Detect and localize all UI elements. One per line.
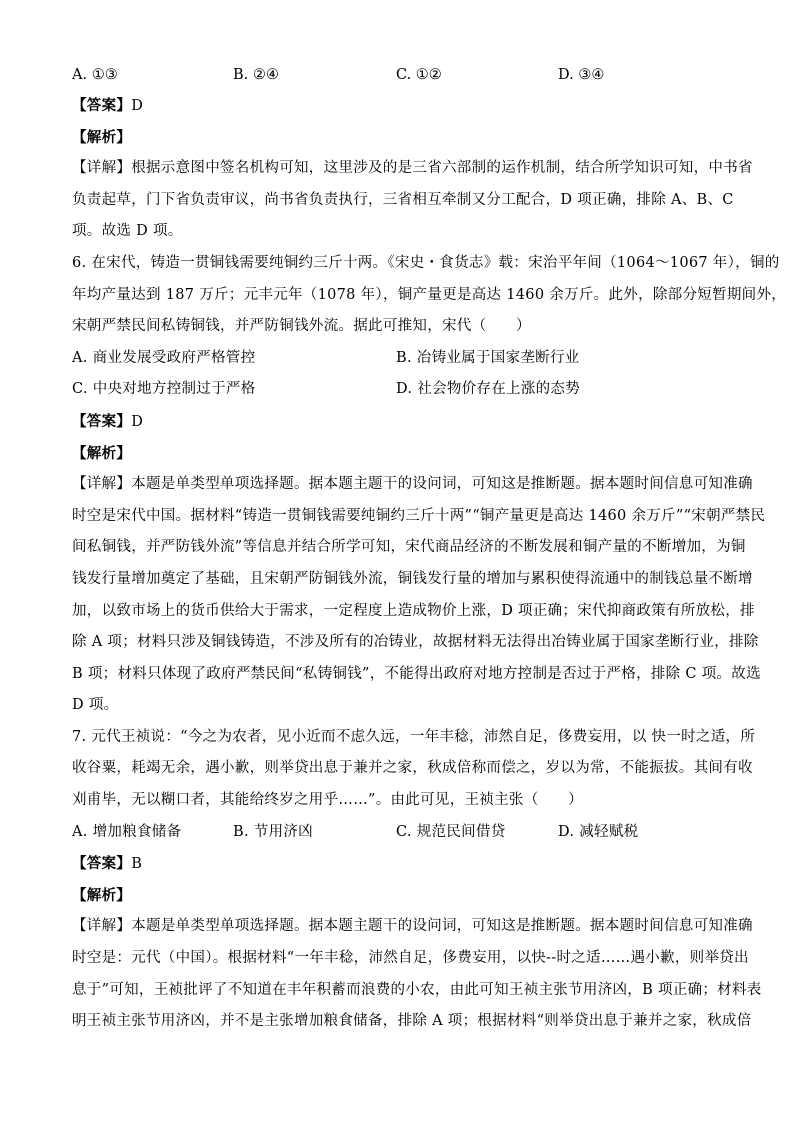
- detail-line: 【详解】本题是单类型单项选择题。据本题主题干的设问词，可知这是推断题。据本题时间信息可知准确: [72, 918, 753, 935]
- answer-value: B: [131, 856, 143, 873]
- q5-option-c: C. ①②: [396, 67, 442, 83]
- q7-options: [72, 817, 732, 849]
- q5-detail: [72, 153, 753, 248]
- q6-option-b: B. 冶铸业属于国家垄断行业: [396, 349, 580, 366]
- detail-line: 项。故选 D 项。: [72, 223, 183, 240]
- q5-answer: [72, 90, 732, 122]
- q6-options-row1: [72, 343, 732, 375]
- q7-stem: [72, 722, 756, 817]
- stem-line: 6. 在宋代，铸造一贯铜钱需要纯铜约三斤十两。《宋史・食货志》载：宋治平年间（1064～1067 年），铜的: [72, 254, 780, 271]
- answer-tag: 【答案】: [72, 97, 132, 114]
- stem-line: 宋朝严禁民间私铸铜钱，并严防铜钱外流。据此可推知，宋代（ ）: [72, 318, 531, 335]
- detail-line: D 项。: [72, 697, 119, 714]
- q6-detail: [72, 469, 766, 722]
- q7-answer: [72, 848, 732, 880]
- q6-answer: [72, 406, 732, 438]
- q6-analysis-tag: 【解析】: [72, 444, 132, 462]
- detail-line: B 项；材料只体现了政府严禁民间“私铸铜钱”，不能得出政府对地方控制是否过于严格，排除 C 项。故选: [72, 665, 761, 682]
- q7-detail: [72, 911, 762, 1037]
- q7-option-b: B. 节用济凶: [233, 823, 313, 840]
- detail-line: 除 A 项；材料只涉及铜钱铸造，不涉及所有的冶铸业，故据材料无法得出冶铸业属于国家垄断行业，排除: [72, 634, 759, 651]
- stem-line: 7. 元代王祯说：“今之为农者，见小近而不虑久远，一年丰稔，沛然自足，侈费妄用，以 快一时之适，所: [72, 728, 756, 745]
- stem-line: 年均产量达到 187 万斤；元丰元年（1078 年），铜产量更是高达 1460 余万斤。此外，除部分短暂期间外，: [72, 286, 787, 303]
- detail-line: 负责起草，门下省负责审议，尚书省负责执行，三省相互牵制又分工配合，D 项正确，排除 A、B、C: [72, 191, 734, 208]
- q5-option-a: A. ①③: [72, 67, 118, 83]
- q6-option-a: A. 商业发展受政府严格管控: [72, 349, 256, 366]
- detail-line: 明王祯主张节用济凶，并不是主张增加粮食储备，排除 A 项；根据材料“则举贷出息于兼并之家，秋成倍: [72, 1013, 752, 1030]
- q6-stem: [72, 248, 787, 343]
- detail-line: 息于”可知，王祯批评了不知道在丰年积蓄而浪费的小农，由此可知王祯主张节用济凶，B 项正确；材料表: [72, 981, 762, 998]
- q7-analysis-tag: 【解析】: [72, 886, 132, 904]
- q5-option-d: D. ③④: [558, 67, 605, 83]
- stem-line: 刈甫毕，无以糊口者，其能给终岁之用乎……”。由此可见，王祯主张（ ）: [72, 792, 583, 809]
- detail-line: 时空是宋代中国。据材料“铸造一贯铜钱需要纯铜约三斤十两”“铜产量更是高达 1460 余万斤”“宋朝严禁民: [72, 507, 766, 524]
- detail-line: 【详解】根据示意图中签名机构可知，这里涉及的是三省六部制的运作机制，结合所学知识可知，中书省: [72, 160, 753, 177]
- stem-line: 收谷粟，耗竭无余，遇小歉，则举贷出息于兼并之家，秋成倍称而偿之，岁以为常，不能振拔。其间有收: [72, 760, 753, 777]
- answer-tag: 【答案】: [72, 855, 132, 873]
- detail-line: 加，以致市场上的货币供给大于需求，一定程度上造成物价上涨，D 项正确；宋代抑商政策有所放松，排: [72, 602, 755, 619]
- answer-value: D: [131, 413, 144, 430]
- detail-line: 【详解】本题是单类型单项选择题。据本题主题干的设问词，可知这是推断题。据本题时间信息可知准确: [72, 476, 753, 493]
- q7-option-c: C. 规范民间借贷: [396, 823, 506, 840]
- q5-option-b: B. ②④: [233, 67, 279, 83]
- detail-line: 时空是：元代（中国）。根据材料“一年丰稔，沛然自足，侈费妄用，以快--时之适……遇小歉，则举贷出: [72, 950, 749, 967]
- q6-option-c: C. 中央对地方控制过于严格: [72, 381, 256, 398]
- q5-options: [72, 60, 732, 90]
- q6-options-row2: [72, 374, 732, 406]
- q6-option-d: D. 社会物价存在上涨的态势: [396, 381, 581, 398]
- detail-line: 钱发行量增加奠定了基础，且宋朝严防铜钱外流，铜钱发行量的增加与累积使得流通中的制钱总量不断增: [72, 570, 753, 587]
- answer-tag: 【答案】: [72, 412, 132, 430]
- q7-option-d: D. 减轻赋税: [558, 823, 639, 840]
- q5-analysis-tag: 【解析】: [72, 128, 132, 146]
- answer-value: D: [131, 98, 144, 114]
- document-page: [72, 60, 787, 1038]
- q7-option-a: A. 增加粮食储备: [72, 823, 182, 840]
- detail-line: 间私铜钱，并严防钱外流”等信息并结合所学可知，宋代商品经济的不断发展和铜产量的不断增加，为铜: [72, 539, 746, 556]
